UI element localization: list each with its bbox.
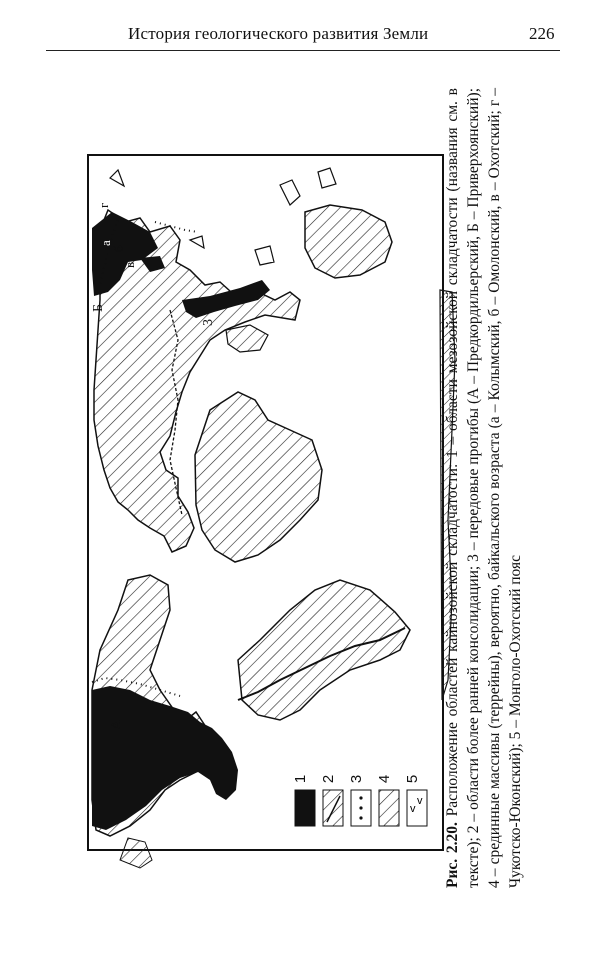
legend-num-5: 5	[404, 774, 421, 784]
svg-text:v: v	[410, 803, 416, 815]
legend-swatch-1	[295, 790, 315, 826]
legend-num-1: 1	[292, 774, 309, 784]
legend-num-2: 2	[320, 774, 337, 784]
caption-label: Рис. 2.20.	[444, 822, 461, 888]
india-hatched	[226, 325, 268, 352]
legend-swatch-4	[379, 790, 399, 826]
map-label-a-upper: а	[98, 240, 113, 246]
legend	[292, 775, 427, 826]
map-label-zone-3: 3	[201, 319, 216, 326]
mesozoic-cordillera	[92, 686, 238, 830]
south-america-hatched	[238, 580, 410, 720]
greenland-hatched	[120, 838, 152, 868]
map-label-b-big: Б	[91, 303, 106, 312]
map-label-b-upper: б	[111, 245, 126, 252]
legend-num-4: 4	[376, 774, 393, 784]
figure-caption-block	[442, 88, 552, 888]
map-label-v-upper: в	[122, 261, 137, 268]
figure-caption	[442, 88, 526, 888]
australia-hatched	[305, 205, 392, 278]
map-label-a-lower: А	[109, 719, 124, 730]
svg-text:v: v	[417, 795, 423, 807]
map-label-g-upper: г	[96, 202, 111, 208]
africa-hatched	[195, 392, 322, 562]
running-title: История геологического развития Земли	[128, 24, 429, 43]
page-number: 226	[529, 24, 555, 43]
legend-num-3: 3	[348, 774, 365, 784]
legend-swatch-2	[323, 790, 343, 826]
caption-text: Расположение областей кайнозойской складчатости: 1 – области мезозойской складчатости (названия см. в тексте); 2 – области более ранней консолидации; 3 – передовые прогибы (А – Предкордильерский, Б – Приверхоянский); 4 – срединные массивы (террейны), вероятно, байкальского возраста (а – Колымский, б – Омолонский, в – Охотский; г – Чукотско-Юконский); 5 – Монголо-Охотский пояс	[444, 88, 524, 888]
